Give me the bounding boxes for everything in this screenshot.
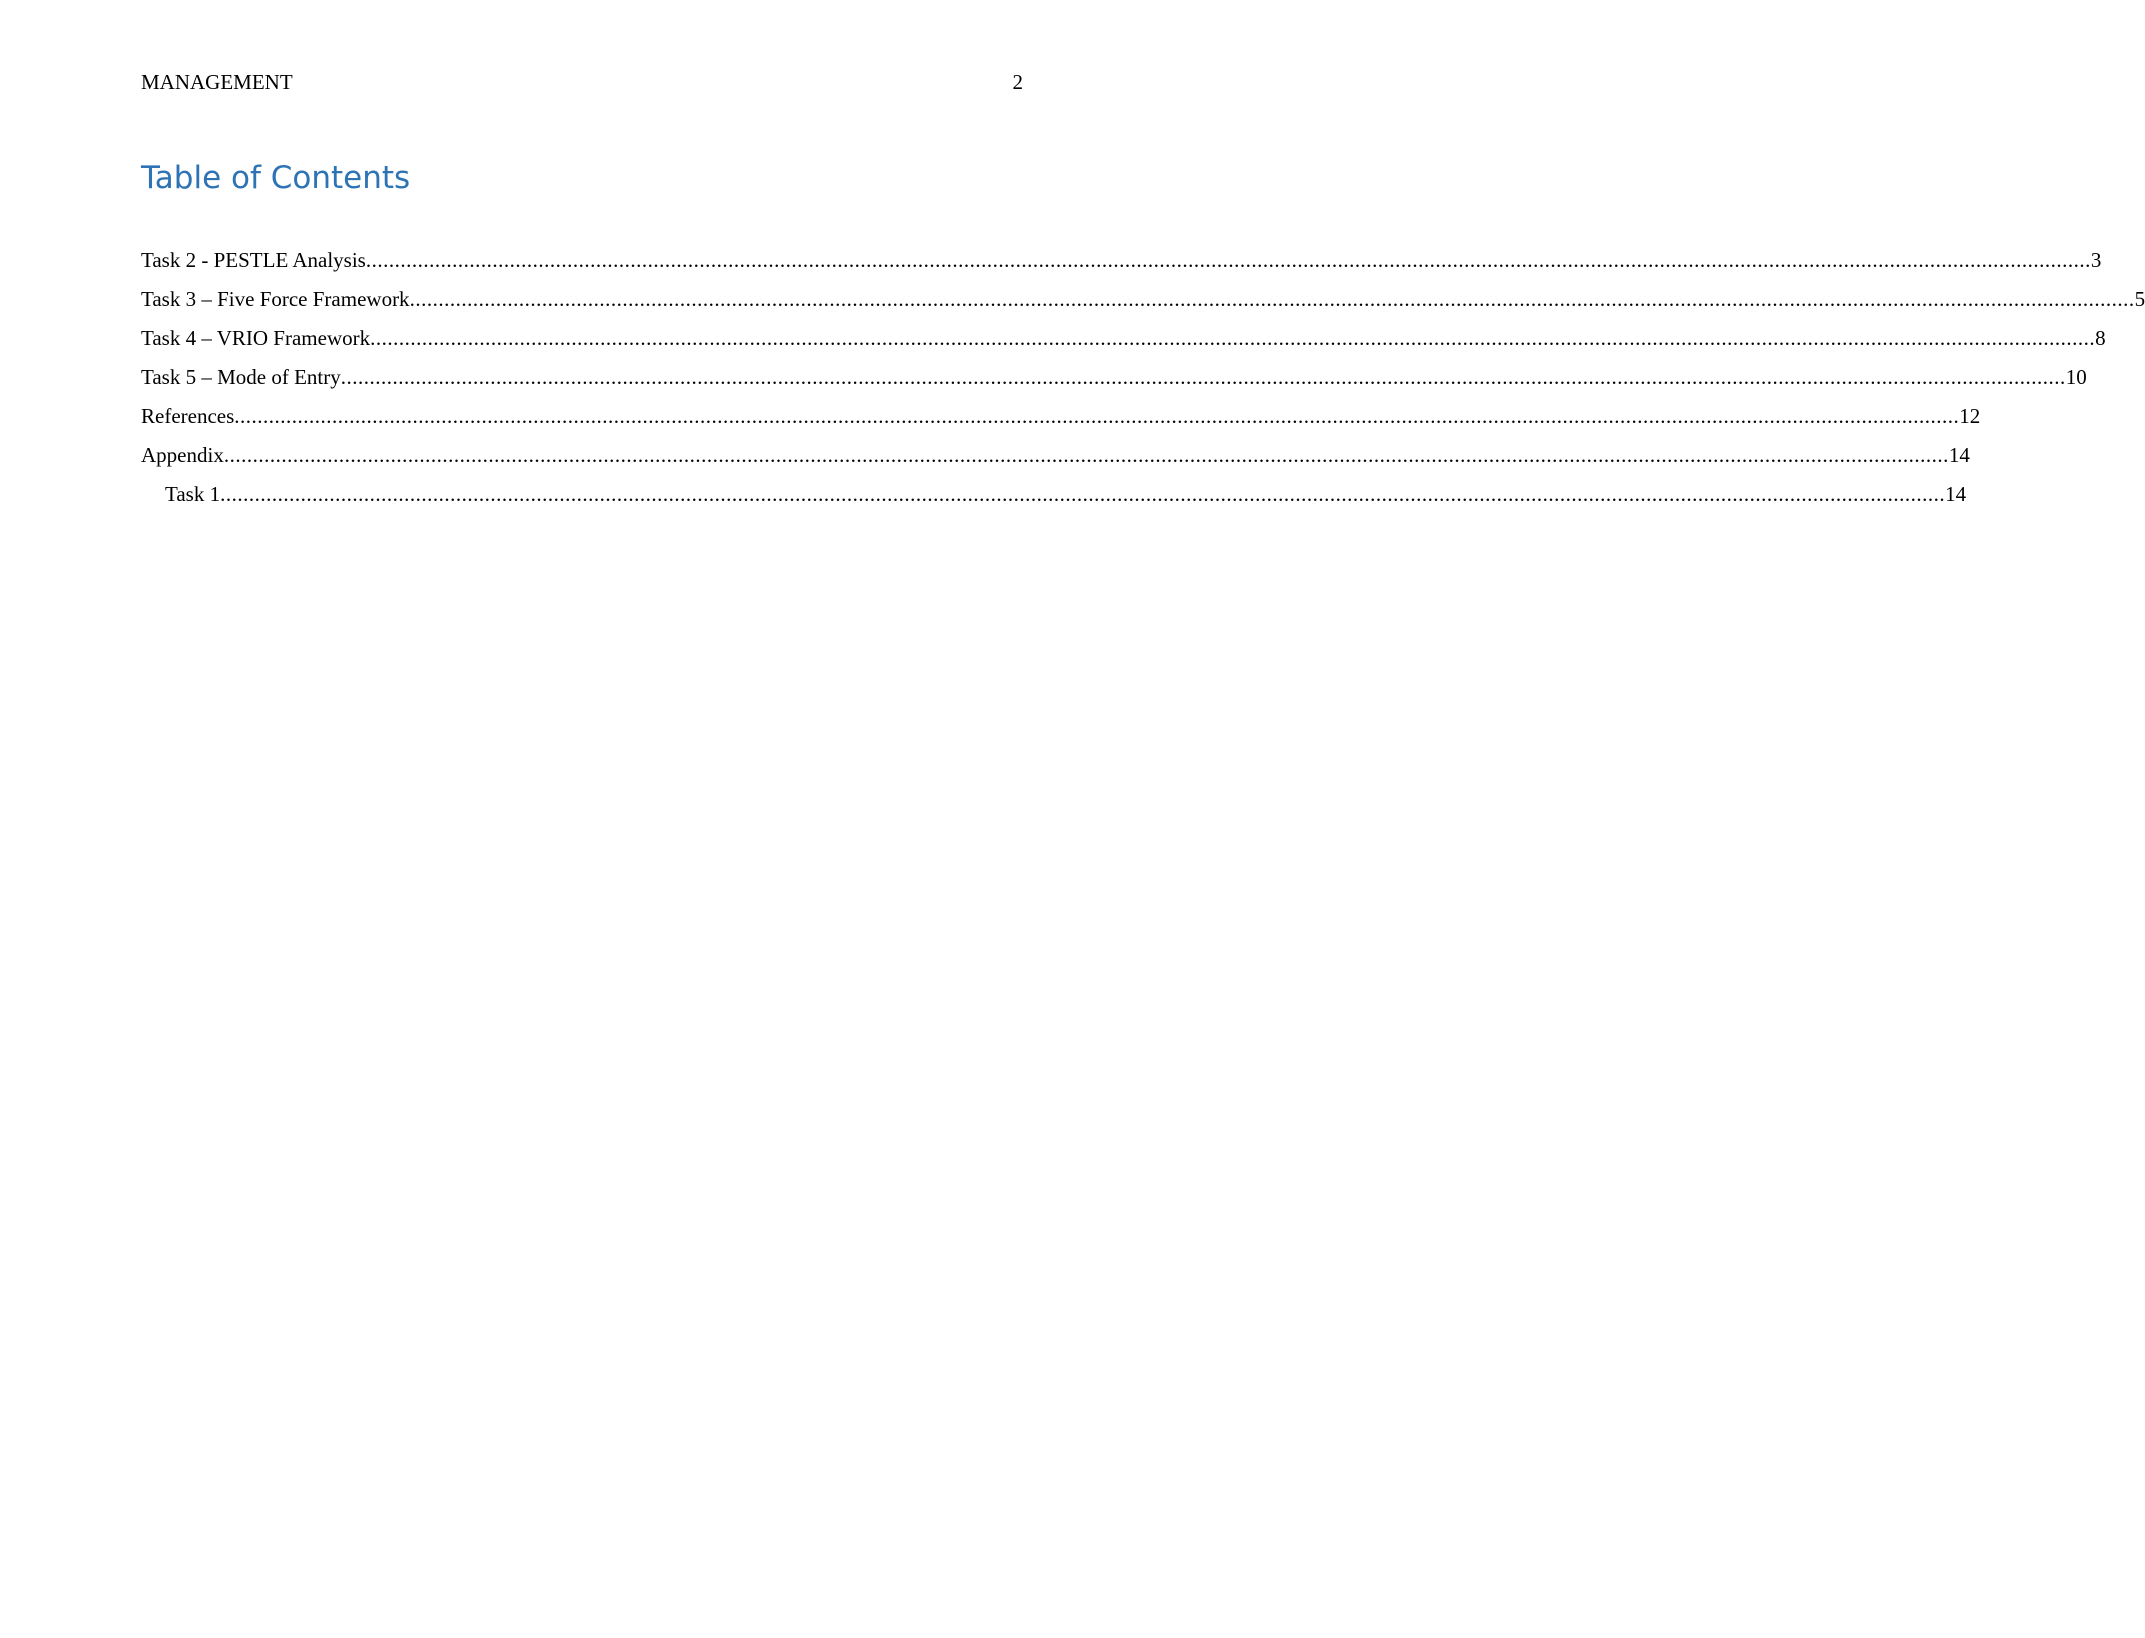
- toc-entry-label: Task 5 – Mode of Entry: [141, 365, 341, 389]
- toc-entry-page: 14: [1945, 482, 1967, 506]
- toc-entry-label: References: [141, 404, 235, 428]
- toc-dot-leader: ............................................................................................................................................................................................................................................................................................................: [220, 482, 1946, 506]
- toc-list: [141, 246, 2145, 519]
- toc-entry-five-force-framework[interactable]: [141, 285, 2145, 324]
- toc-entry-appendix[interactable]: [141, 441, 1970, 480]
- toc-entry-label: Task 4 – VRIO Framework: [141, 326, 371, 350]
- page-header: [141, 68, 1023, 96]
- toc-entry-pestle-analysis[interactable]: [141, 246, 2102, 285]
- toc-entry-task-1[interactable]: [141, 480, 1967, 519]
- toc-entry-page: 14: [1948, 443, 1970, 467]
- toc-title: Table of Contents: [141, 160, 411, 196]
- toc-entry-label: Task 2 - PESTLE Analysis: [141, 248, 366, 272]
- toc-entry-label: Task 1: [165, 482, 221, 506]
- toc-dot-leader: ............................................................................................................................................................................................................................................................................................................: [223, 443, 1949, 467]
- toc-entry-label: Appendix: [141, 443, 224, 467]
- running-title: MANAGEMENT: [141, 70, 293, 94]
- toc-entry-page: 5: [2134, 287, 2145, 311]
- toc-entry-references[interactable]: [141, 402, 1981, 441]
- toc-entry-page: 12: [1959, 404, 1981, 428]
- toc-entry-page: 8: [2095, 326, 2106, 350]
- toc-entry-page: 10: [2065, 365, 2087, 389]
- toc-dot-leader: ............................................................................................................................................................................................................................................................................................................: [365, 248, 2091, 272]
- toc-entry-page: 3: [2090, 248, 2102, 272]
- toc-dot-leader: ............................................................................................................................................................................................................................................................................................................: [234, 404, 1960, 428]
- toc-entry-label: Task 3 – Five Force Framework: [141, 287, 410, 311]
- toc-entry-mode-of-entry[interactable]: [141, 363, 2087, 402]
- page-number: 2: [1012, 70, 1023, 94]
- toc-dot-leader: ............................................................................................................................................................................................................................................................................................................: [370, 326, 2096, 350]
- toc-dot-leader: ............................................................................................................................................................................................................................................................................................................: [409, 287, 2135, 311]
- toc-dot-leader: ............................................................................................................................................................................................................................................................................................................: [340, 365, 2066, 389]
- toc-entry-vrio-framework[interactable]: [141, 324, 2106, 363]
